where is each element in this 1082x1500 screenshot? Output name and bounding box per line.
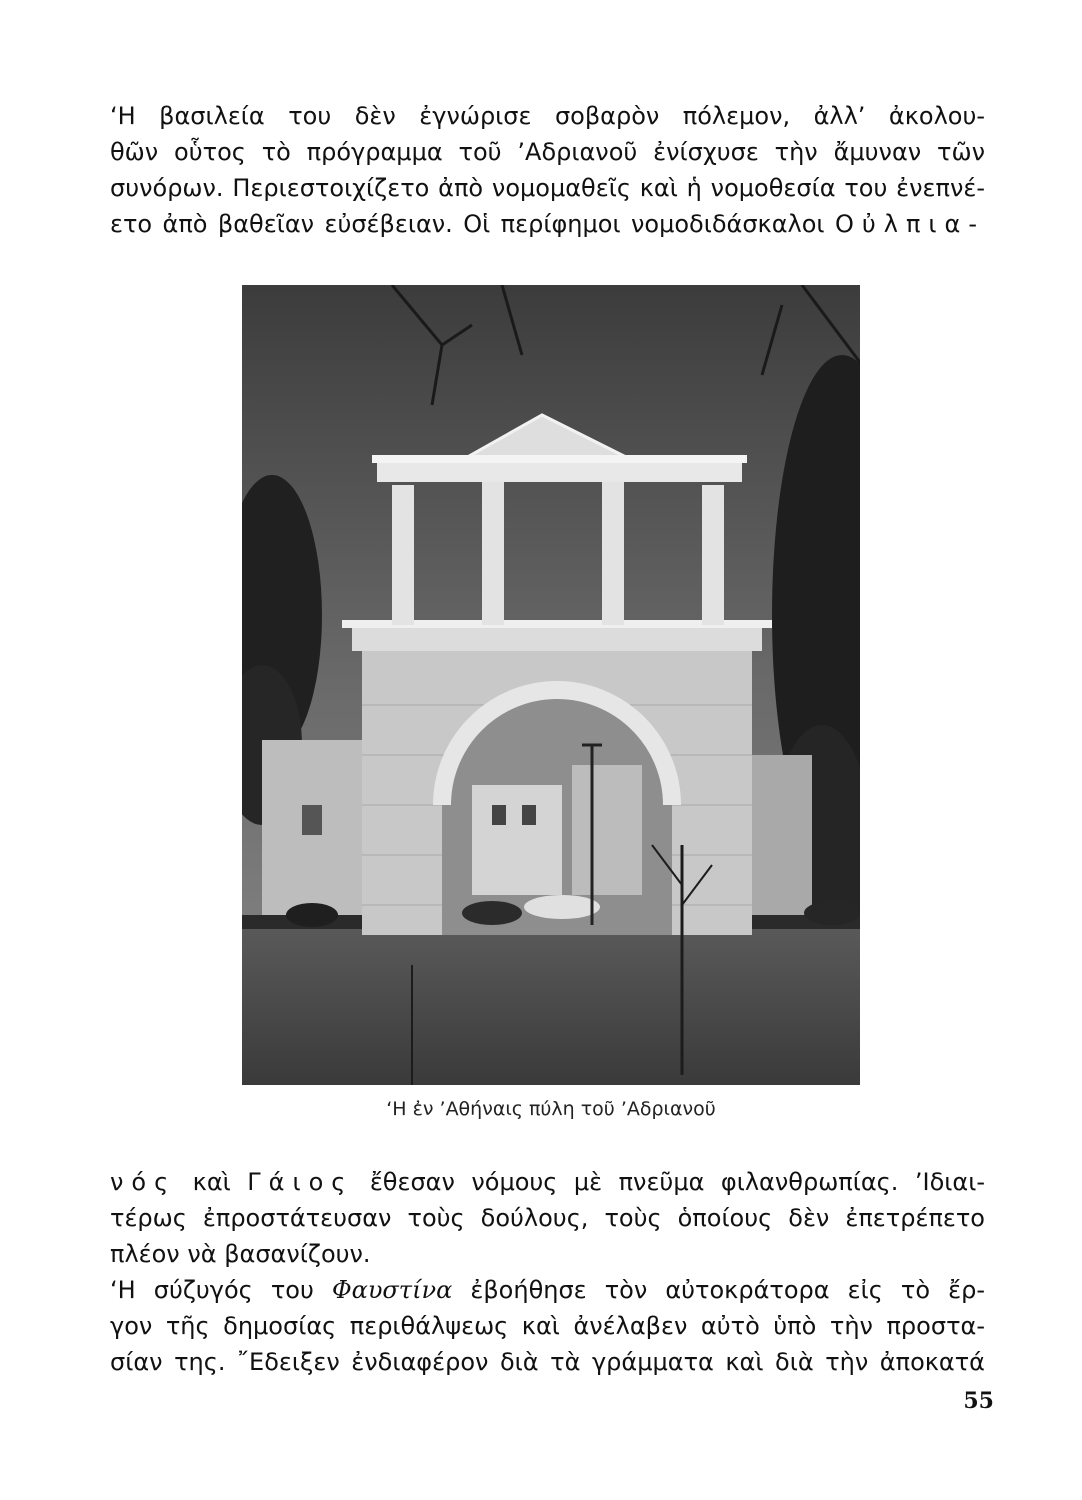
name-ulpianos-end: νός [110, 1168, 177, 1196]
name-gaius: Γάιος [247, 1168, 354, 1196]
arch-of-hadrian-photo [242, 285, 860, 1085]
text-line: γον τῆς δημοσίας περιθάλψεως καὶ ἀνέλαβεν αὐτὸ ὑπὸ τὴν προστα- [110, 1312, 985, 1340]
text-line: ‘Η βασιλεία του δὲν ἐγνώρισε σοβαρὸν πόλεμον, ἀλλ’ ἀκολου- [110, 102, 985, 130]
text-line: σίαν της. ῎Εδειξεν ἐνδιαφέρον διὰ τὰ γράμματα καὶ διὰ τὴν ἀποκατά [110, 1348, 985, 1376]
text-line: τέρως ἐπροστάτευσαν τοὺς δούλους, τοὺς ὁποίους δὲν ἐπετρέπετο [110, 1204, 985, 1232]
text-run: ἔθεσαν νόμους μὲ πνεῦμα φιλανθρωπίας. ’Ιδιαι- [353, 1168, 985, 1196]
paragraph-1 [110, 98, 985, 242]
figure-caption: ‘Η ἐν ’Αθήναις πύλη τοῦ ’Αδριανοῦ [386, 1098, 716, 1120]
name-faustina: Φαυστίνα [331, 1276, 453, 1304]
page-number: 55 [963, 1388, 994, 1414]
text-run: ετο ἀπὸ βαθεῖαν εὐσέβειαν. Οἱ περίφημοι νομοδιδάσκαλοι [110, 210, 835, 238]
text-run: καὶ [176, 1168, 248, 1196]
text-line [110, 206, 985, 242]
text-line: πλέον νὰ βασανίζουν. [110, 1240, 371, 1268]
paragraph-2 [110, 1164, 985, 1272]
name-olpianos: Οὐλπια- [834, 210, 985, 238]
text-run: ἐβοήθησε τὸν αὐτοκράτορα εἰς τὸ ἔρ- [452, 1276, 985, 1304]
text-run: ‘Η σύζυγός του [110, 1276, 332, 1304]
text-line: θῶν οὗτος τὸ πρόγραμμα τοῦ ’Αδριανοῦ ἐνίσχυσε τὴν ἄμυναν τῶν [110, 138, 985, 166]
paragraph-3 [110, 1272, 985, 1380]
text-line: συνόρων. Περιεστοιχίζετο ἀπὸ νομομαθεῖς καὶ ἡ νομοθεσία του ἐνεπνέ- [110, 174, 985, 202]
text-line [110, 1272, 985, 1308]
text-line [110, 1164, 985, 1200]
